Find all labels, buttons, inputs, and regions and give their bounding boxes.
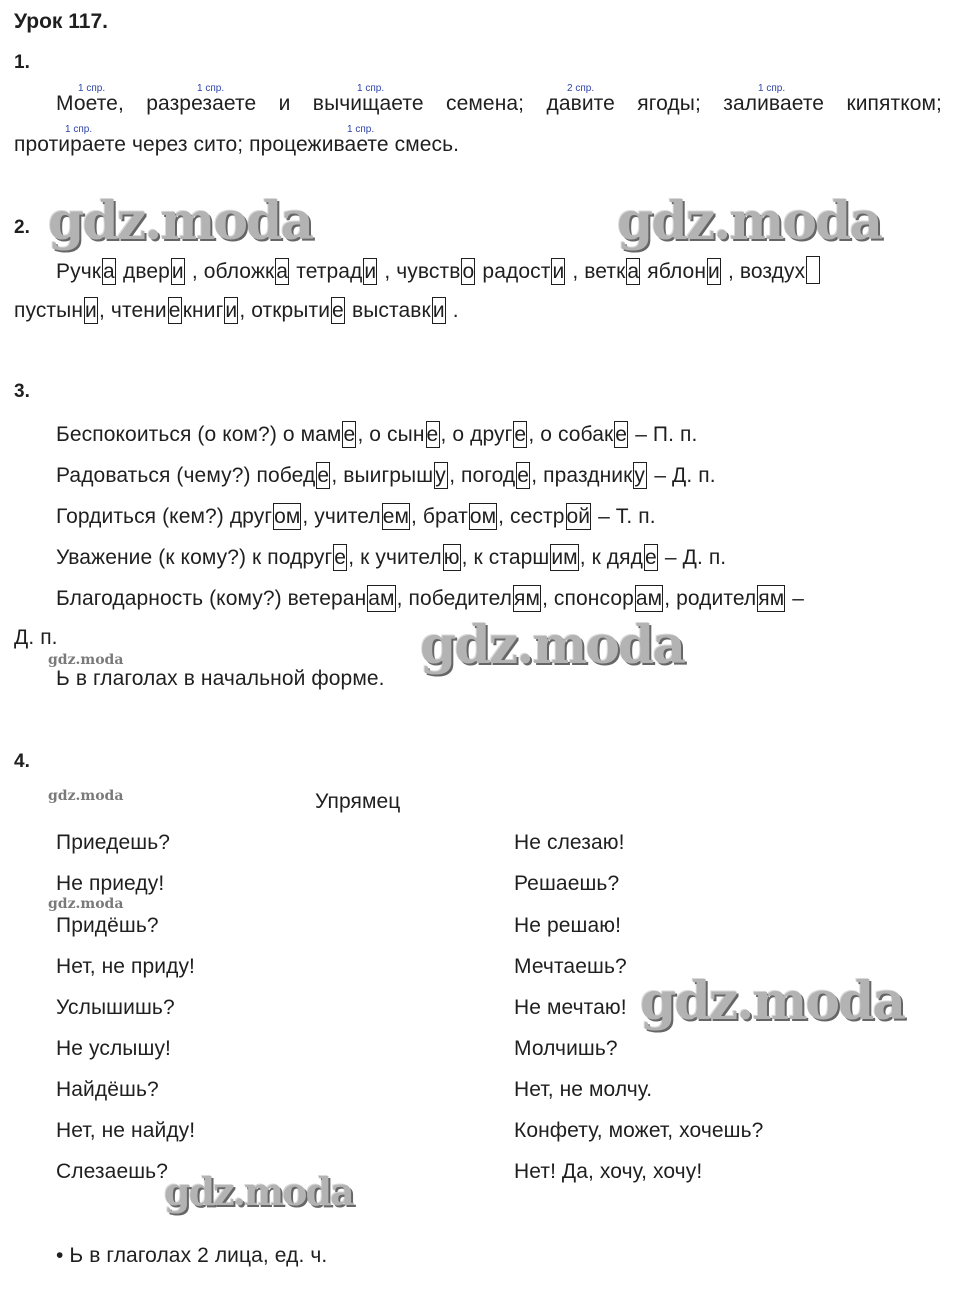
ending-box: у xyxy=(633,462,647,489)
ending-box: е xyxy=(168,299,181,322)
phrase: Беспокоиться (о ком?) о мам xyxy=(56,423,342,446)
conjugation-tag: 1 спр. xyxy=(357,83,385,94)
task1-line2: протираете через сито; процеживаете смесь. xyxy=(14,133,460,156)
poem-right-line: Не мечтаю! xyxy=(514,996,627,1019)
word: книг xyxy=(182,299,224,322)
phrase: , праздник xyxy=(531,464,633,487)
phrase: , сестр xyxy=(498,505,565,528)
task-number-4: 4. xyxy=(14,751,30,772)
task3-row-5-continued: Д. п. xyxy=(14,626,58,649)
conjugation-tag: 2 спр. xyxy=(567,83,595,94)
ending-box: о xyxy=(462,260,475,283)
separator: . xyxy=(452,299,459,322)
ending-box: е xyxy=(517,464,530,487)
ending-box: и xyxy=(552,260,565,283)
watermark: gdz.moda xyxy=(164,1169,353,1214)
poem-right-line: Конфету, может, хочешь? xyxy=(514,1119,764,1142)
word: обложк xyxy=(203,260,275,283)
word: пустын xyxy=(14,299,84,322)
poem-left-line: Услышишь? xyxy=(56,996,175,1019)
poem-right-line: Молчишь? xyxy=(514,1037,618,1060)
ending-box: и xyxy=(225,299,238,322)
ending-box: е xyxy=(514,423,527,446)
poem-left-line: Приедешь? xyxy=(56,831,171,854)
phrase: , к дяд xyxy=(579,546,643,569)
poem-left-line: Не услышу! xyxy=(56,1037,171,1060)
ending-box: а xyxy=(627,260,640,283)
watermark: gdz.moda xyxy=(48,191,313,252)
lesson-title: Урок 117. xyxy=(14,10,108,33)
poem-left-line: Нет, не приду! xyxy=(56,955,195,978)
ending-box: е xyxy=(334,546,347,569)
poem-right-line: Не слезаю! xyxy=(514,831,625,854)
word: Ручк xyxy=(56,260,102,283)
phrase: , о собак xyxy=(528,423,614,446)
ending-box: ом xyxy=(469,505,497,528)
ending-box: ой xyxy=(566,505,591,528)
watermark-small: gdz.moda xyxy=(48,788,124,804)
ending-box: ю xyxy=(443,546,460,569)
word: , чтени xyxy=(99,299,167,322)
poem-left-line: Придёшь? xyxy=(56,914,159,937)
task1-line1: Моете, разрезаете и вычищаете семена; давите ягоды; заливаете кипятком; xyxy=(56,92,942,115)
phrase: , погод xyxy=(449,464,516,487)
ending-box: им xyxy=(551,546,578,569)
task-number-2: 2. xyxy=(14,217,30,238)
task-number-3: 3. xyxy=(14,381,30,402)
task2-line2 xyxy=(14,297,459,324)
ending-box: е xyxy=(644,546,657,569)
ending-box: и xyxy=(85,299,97,322)
word: радост xyxy=(482,260,551,283)
ending-box: е xyxy=(343,423,356,446)
poem-title: Упрямец xyxy=(315,790,401,813)
ending-box: у xyxy=(434,462,448,489)
poem-right-line: Нет, не молчу. xyxy=(514,1078,653,1101)
case-label: – Д. п. xyxy=(664,546,727,569)
conjugation-tag: 1 спр. xyxy=(78,83,106,94)
poem-right-line: Не решаю! xyxy=(514,914,622,937)
conjugation-tag: 1 спр. xyxy=(347,124,375,135)
phrase: , победител xyxy=(396,587,513,610)
phrase: , учител xyxy=(302,505,381,528)
phrase: , к учител xyxy=(348,546,442,569)
ending-box: ам xyxy=(368,587,395,610)
task3-row-2 xyxy=(56,462,716,489)
case-label: – xyxy=(792,587,805,610)
phrase: Гордиться (кем?) друг xyxy=(56,505,273,528)
case-label: – П. п. xyxy=(635,423,698,446)
watermark-small: gdz.moda xyxy=(48,896,124,912)
ending-box: и xyxy=(432,299,445,322)
word: яблон xyxy=(647,260,707,283)
conjugation-tag: 1 спр. xyxy=(65,124,93,135)
ending-box: е xyxy=(332,299,344,322)
ending-box: е xyxy=(426,423,439,446)
word: чувств xyxy=(396,260,461,283)
watermark-small: gdz.moda xyxy=(48,652,124,668)
conjugation-tag: 1 спр. xyxy=(758,83,786,94)
ending-box: и xyxy=(364,260,377,283)
task3-row-5 xyxy=(56,585,804,612)
phrase: , спонсор xyxy=(542,587,634,610)
word: двер xyxy=(122,260,170,283)
phrase: , к старш xyxy=(461,546,550,569)
task2-line1 xyxy=(56,256,821,285)
phrase: , родител xyxy=(664,587,757,610)
ending-box: и xyxy=(171,260,184,283)
word: воздух xyxy=(739,260,806,283)
phrase: , о сын xyxy=(357,423,425,446)
watermark: gdz.moda xyxy=(617,191,882,252)
ending-box: а xyxy=(276,260,289,283)
task3-row-3 xyxy=(56,503,656,530)
watermark: gdz.moda xyxy=(420,615,685,676)
separator: , xyxy=(727,260,734,283)
ending-box: и xyxy=(708,260,720,283)
empty-ending-box xyxy=(806,256,820,284)
separator: , xyxy=(384,260,391,283)
task4-note: • Ь в глаголах 2 лица, ед. ч. xyxy=(56,1244,328,1267)
ending-box: е xyxy=(317,464,330,487)
phrase: , брат xyxy=(411,505,468,528)
phrase: Уважение (к кому?) к подруг xyxy=(56,546,333,569)
word: тетрад xyxy=(296,260,363,283)
separator: , xyxy=(572,260,579,283)
poem-left-line: Не приеду! xyxy=(56,872,165,895)
case-label: – Д. п. xyxy=(654,464,716,487)
poem-left-line: Нет, не найду! xyxy=(56,1119,196,1142)
separator: , xyxy=(191,260,198,283)
task3-row-1 xyxy=(56,421,697,448)
word: , открыти xyxy=(239,299,331,322)
word: выставк xyxy=(346,299,431,322)
ending-box: ом xyxy=(274,505,301,528)
case-label: – Т. п. xyxy=(598,505,656,528)
task-number-1: 1. xyxy=(14,52,30,73)
word: ветк xyxy=(584,260,626,283)
phrase: , о друг xyxy=(440,423,513,446)
ending-box: а xyxy=(103,260,115,283)
ending-box: ем xyxy=(382,505,410,528)
ending-box: ям xyxy=(758,587,785,610)
task3-row-4 xyxy=(56,544,726,571)
ending-box: ам xyxy=(635,587,663,610)
poem-right-line: Мечтаешь? xyxy=(514,955,627,978)
poem-left-line: Найдёшь? xyxy=(56,1078,159,1101)
ending-box: е xyxy=(615,423,628,446)
conjugation-tag: 1 спр. xyxy=(197,83,225,94)
task3-note: Ь в глаголах в начальной форме. xyxy=(56,667,385,690)
phrase: Радоваться (чему?) побед xyxy=(56,464,316,487)
watermark: gdz.moda xyxy=(640,971,905,1032)
phrase: , выигрыш xyxy=(331,464,434,487)
phrase: Благодарность (кому?) ветеран xyxy=(56,587,367,610)
poem-right-line: Нет! Да, хочу, хочу! xyxy=(514,1160,703,1183)
ending-box: ям xyxy=(514,587,541,610)
poem-left-line: Слезаешь? xyxy=(56,1160,168,1183)
poem-right-line: Решаешь? xyxy=(514,872,620,895)
